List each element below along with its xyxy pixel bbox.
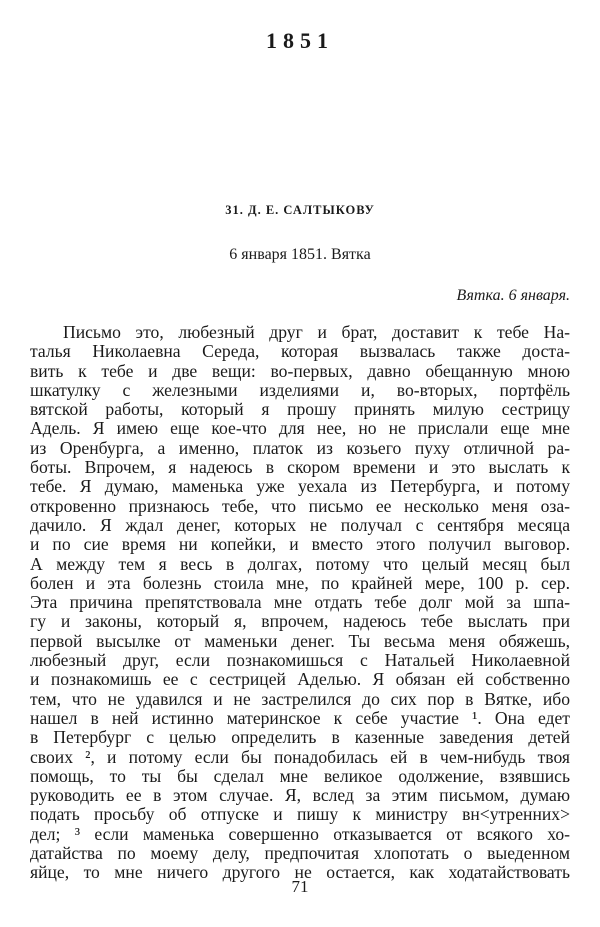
text-line: любезный друг, если познакомишься с Натальей Николаевной [30, 650, 570, 671]
text-line: из Оренбурга, а именно, платок из козьего пуху отличной ра- [30, 437, 570, 458]
text-line: тебе. Я думаю, маменька уже уехала из Петербурга, и потому [30, 476, 570, 497]
text-line: первой высылке от маменьки денег. Ты весьма меня обяжешь, [30, 630, 570, 651]
text-line: тем, что не удавился и не застрелился до сих пор в Вятке, ибо [30, 688, 570, 709]
text-line: боты. Впрочем, я надеюсь в скором времени и это выслать к [30, 457, 570, 478]
text-line: вятской работы, который я прошу принять милую сестрицу [30, 399, 570, 420]
text-line: своих ², и потому если бы понадобилась ей в чем-нибудь твоя [30, 746, 570, 767]
text-line: А между тем я весь в долгах, потому что целый месяц был [30, 553, 570, 574]
text-line: в Петербург с целью определить в казенные заведения детей [30, 727, 570, 748]
letter-title: 31. Д. Е. САЛТЫКОВУ [225, 203, 375, 217]
text-line: датайства по моему делу, предпочитая хлопотать о выеденном [30, 843, 570, 864]
text-line: откровенно признаюсь тебе, что письмо ее несколько меня оза- [30, 495, 570, 516]
text-line: шкатулку с железными изделиями и, во-вторых, портфёль [30, 379, 570, 400]
text-line: Письмо это, любезный друг и брат, доставит к тебе На- [63, 322, 570, 342]
letter-place-date: Вятка. 6 января. [456, 287, 570, 304]
text-line: и познакомишь ее с сестрицей Аделью. Я обязан ей собственно [30, 669, 570, 690]
text-line: вить к тебе и две вещи: во-первых, давно обещанную мною [30, 360, 570, 381]
text-line: дачило. Я ждал денег, которых не получал с сентября месяца [30, 514, 570, 535]
letter-date: 6 января 1851. Вятка [229, 246, 371, 263]
text-line: помощь, то ты бы сделал мне великое одолжение, взявшись [30, 765, 570, 786]
text-line: подать просьбу об отпуске и пишу к министру вн<утренних> [30, 804, 570, 825]
letter-body [30, 323, 570, 883]
text-line: нашел в ней истинно материнское к себе участие ¹. Она едет [30, 707, 570, 728]
text-line: талья Николаевна Середа, которая вызвалась также доста- [30, 341, 570, 362]
text-line: руководить ее в этом случае. Я, вслед за этим письмом, думаю [30, 785, 570, 806]
text-line: и по сие время ни копейки, и вместо этого получил выговор. [30, 534, 570, 555]
text-line: гу и законы, который я, впрочем, надеюсь тебе выслать при [30, 611, 570, 632]
section-year-heading: 1851 [266, 28, 334, 53]
page-number: 71 [291, 877, 309, 896]
text-line: яйце, то мне ничего другого не остается, как ходатайствовать [30, 862, 570, 883]
text-line: дел; ³ если маменька совершенно отказывается от всякого хо- [30, 823, 570, 844]
text-line: Адель. Я имею еще кое-что для нее, но не прислали еще мне [30, 418, 570, 439]
text-line: болен и эта болезнь стоила мне, по крайней мере, 100 р. сер. [30, 572, 570, 593]
text-line: Эта причина препятствовала мне отдать тебе долг мой за шпа- [30, 592, 570, 613]
